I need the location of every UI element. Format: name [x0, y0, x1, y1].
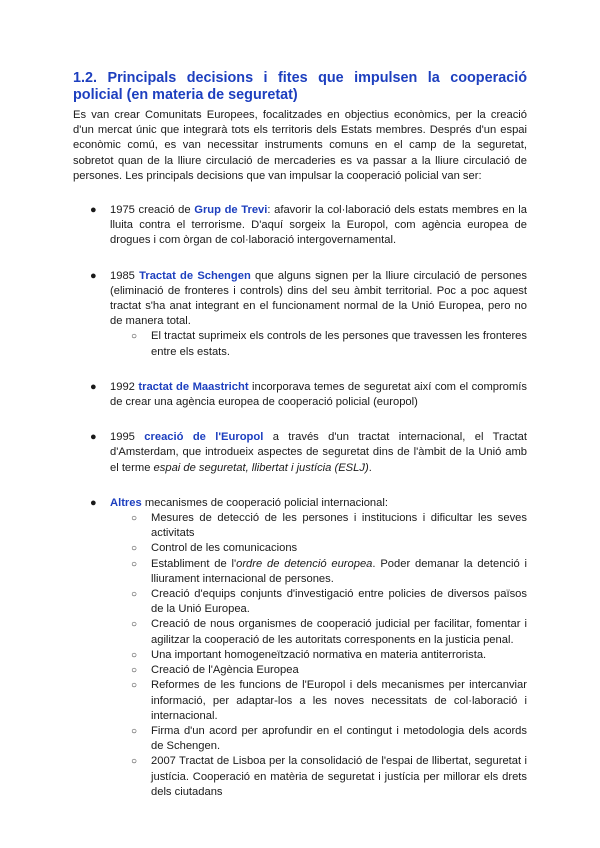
sublist-item: ○ Creació de nous organismes de cooperació judicial per facilitar, fomentar i agilitzar la cooperació de les autoritats corresponents en la justicia penal. — [131, 618, 527, 646]
sublist-item: ○ Control de les comunicacions — [130, 541, 527, 556]
sublist-altres — [110, 511, 527, 800]
bullet-dot-icon: ● — [90, 380, 97, 393]
sublist-1985 — [110, 329, 527, 359]
bullet-dot-icon: ● — [90, 204, 97, 217]
bullet-circle-icon: ○ — [131, 331, 138, 343]
keyword-creacio-europol: creació de l'Europol — [144, 431, 264, 444]
sublist-item: ○ El tractat suprimeix els controls de les persones que travessen les fronteres entre els estats. — [131, 330, 527, 358]
bullet-circle-icon: ○ — [131, 725, 138, 737]
list-item-1975: ● 1975 creació de Grup de Trevi: afavorir la col·laboració dels estats membres en la lluita contra el terrorisme. D'aquí sorgeix la Europol, com agència europea de drogues i com òrgan de col·laboració intergovernamental. — [90, 204, 527, 247]
keyword-altres: Altres — [110, 496, 142, 509]
list-item-1985: ● 1985 Tractat de Schengen que alguns signen per la lliure circulació de persones (eliminació de fronteres i controls) dins del seu àmbit territorial. Poc a poc aquest tractat s'ha anat integrant en el funcionament normal de la Unió Europea, pero no de manera total. ○ El tractat suprimeix els controls de les persones que travessen les fronteres entre els estats. — [73, 269, 527, 360]
keyword-grup-de-trevi: Grup de Trevi — [194, 204, 268, 217]
sublist-item: ○ Creació d'equips conjunts d'investigació entre policies de diversos països de la Unió Europea. — [131, 588, 527, 616]
list-item-altres: ● Altres mecanismes de cooperació policial internacional: ○ Mesures de detecció de les persones i institucions i dificultar les seves activitats ○ Control de les comunicacions ○ Establiment de l'ordre de detenció europea. Poder demanar la detenció i lliurament internacional de persones. ○ Creació d'equips conjunts d'investigació entre policies de diversos països de la Unió Europea. ○ Creació de nous organismes de cooperació judicial per facilitar, fomentar i agilitzar la cooperació de les autoritats corresponents en la justicia penal. ○ Una important homogeneïtzació normativa en materia antiterrorista. ○ Creació de l'Agència Europea ○ Reformes de les funcions de l'Europol i dels mecanismes per intercanviar informació, per adaptar-los a les noves necessitats de col·laboració i internacional. ○ Firma d'un acord per aprofundir en el contingut i metodologia dels acords de Schengen. ○ 2007 Tractat de Lisboa per la consolidació de l'espai de llibertat, seguretat i justícia. Cooperació en matèria de seguretat i justícia per millorar els drets dels ciutadans — [73, 496, 527, 800]
bullet-dot-icon: ● — [90, 269, 97, 282]
sublist-item: ○ Establiment de l'ordre de detenció europea. Poder demanar la detenció i lliurament internacional de persones. — [131, 557, 527, 585]
sublist-item: ○ Mesures de detecció de les persones i institucions i dificultar les seves activitats — [131, 512, 527, 540]
list-item-1995: ● 1995 creació de l'Europol a través d'un tractat internacional, el Tractat d'Amsterdam, que introdueix aspectes de seguretat dins de l'àmbit de la Unió amb el terme espai de seguretat, llibertat i justícia (ESLJ). — [90, 431, 527, 474]
section-heading: 1.2. Principals decisions i fites que impulsen la cooperació policial (en materia de seguretat) — [73, 70, 527, 103]
keyword-tractat-schengen: Tractat de Schengen — [139, 269, 251, 282]
bullet-circle-icon: ○ — [131, 680, 138, 692]
bullet-circle-icon: ○ — [131, 589, 138, 601]
decisions-list — [73, 203, 527, 800]
intro-paragraph: Es van crear Comunitats Europees, focalitzades en objectius econòmics, per la creació d'un mercat únic que integrarà tots els territoris dels Estats membres. Després d'un espai econòmic comú, es van necessitar instruments comuns en el camp de la seguretat, sobretot quan de la lliure circulació de mercaderies es va passar a la lliure circulació de persones. Les principals decisions que van impulsar la cooperació policial van ser: — [73, 109, 527, 182]
sublist-item: ○ 2007 Tractat de Lisboa per la consolidació de l'espai de llibertat, seguretat i justícia. Cooperació en matèria de seguretat i justícia per millorar els drets dels ciutadans — [131, 755, 527, 798]
sublist-item: ○ Firma d'un acord per aprofundir en el contingut i metodologia dels acords de Schengen. — [131, 724, 527, 753]
bullet-circle-icon: ○ — [131, 649, 138, 661]
bullet-circle-icon: ○ — [131, 665, 138, 677]
bullet-dot-icon: ● — [90, 496, 97, 509]
bullet-circle-icon: ○ — [131, 558, 138, 570]
bullet-dot-icon: ● — [90, 431, 97, 444]
sublist-item: ○ Una important homogeneïtzació normativa en materia antiterrorista. — [130, 648, 527, 663]
bullet-circle-icon: ○ — [131, 756, 138, 768]
term-eslj: espai de seguretat, llibertat i justícia (ESLJ) — [153, 461, 369, 474]
term-ordre-detencio: ordre de detenció europea — [236, 557, 373, 570]
sublist-item: ○ Reformes de les funcions de l'Europol i dels mecanismes per intercanviar informació, per adaptar-los a les noves necessitats de col·laboració i internacional. — [131, 679, 527, 722]
bullet-circle-icon: ○ — [131, 543, 138, 555]
list-item-1992: ● 1992 tractat de Maastricht incorporava temes de seguretat així com el compromís de crear una agència europea de cooperació policial (europol) — [90, 380, 527, 409]
keyword-tractat-maastricht: tractat de Maastricht — [138, 380, 249, 393]
bullet-circle-icon: ○ — [131, 619, 138, 631]
sublist-item: ○ Creació de l'Agència Europea — [130, 663, 527, 678]
bullet-circle-icon: ○ — [131, 513, 138, 525]
